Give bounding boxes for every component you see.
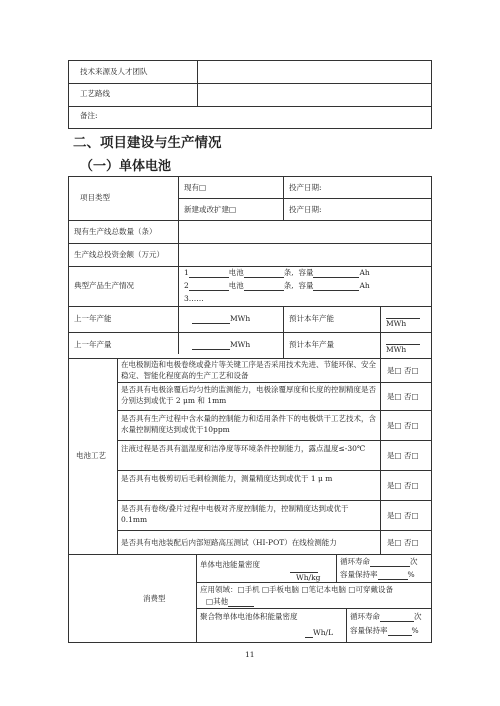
typical-products-label: 典型产品生产情况 xyxy=(74,281,134,290)
cycle-life-row-1[interactable]: 循环寿命 次 xyxy=(340,557,418,566)
commission-date-label-2: 投产日期: xyxy=(289,205,322,214)
forecast-capacity-label: 预计本年产能 xyxy=(289,314,334,323)
energy-density-label: 单体电池能量密度 xyxy=(200,560,260,569)
yes-no-checkbox-5[interactable]: 是□ 否□ xyxy=(387,481,419,490)
last-year-output-field[interactable]: MWh xyxy=(192,340,250,350)
remarks-label: 备注: xyxy=(80,111,98,120)
typical-line-3: 3…… xyxy=(184,294,204,303)
polymer-density-label: 聚合物单体电池体积能量密度 xyxy=(200,612,298,621)
last-year-output-label: 上一年产量 xyxy=(74,340,112,349)
yes-no-checkbox-3[interactable]: 是□ 否□ xyxy=(387,421,419,430)
yes-no-checkbox-6[interactable]: 是□ 否□ xyxy=(387,511,419,520)
existing-checkbox[interactable]: 现有□ xyxy=(184,183,207,192)
process-item-2: 是否具有电极涂覆后均匀性的监测能力，电极涂覆厚度和长度的控制精度是否分别达到或优于 2 μm 和 1mm xyxy=(121,385,376,405)
page-number: 11 xyxy=(245,650,255,659)
process-item-6: 是否具有卷绕/叠片过程中电极对齐度控制能力，控制精度达到或优于 0.1mm xyxy=(121,504,349,524)
capacity-retention-row-2[interactable]: 容量保持率 % xyxy=(350,626,419,635)
project-type-label: 项目类型 xyxy=(80,193,110,202)
process-item-7: 是否具有电池装配后内部短路高压测试（HI-POT）在线检测能力 xyxy=(121,538,337,547)
forecast-output-field[interactable]: MWh xyxy=(386,335,420,355)
section-title: 二、项目建设与生产情况 xyxy=(73,135,222,151)
tech-source-label: 技术来源及人才团队 xyxy=(80,67,148,76)
process-item-3: 是否具有生产过程中含水量的控制能力和适用条件下的电极烘干工艺技术，含水量控制精度达到或优于10ppm xyxy=(121,414,376,434)
application-field-options[interactable]: 应用领域：□手机 □手板电脑 □笔记本电脑 □可穿戴设备 xyxy=(200,585,393,594)
lines-count-label: 现有生产线总数量（条） xyxy=(74,227,157,236)
process-route-label: 工艺路线 xyxy=(80,89,110,98)
last-year-capacity-field[interactable]: MWh xyxy=(192,314,250,324)
yes-no-checkbox-4[interactable]: 是□ 否□ xyxy=(387,451,419,460)
cycle-life-row-2[interactable]: 循环寿命 次 xyxy=(350,612,422,621)
new-expand-checkbox[interactable]: 新建或改扩建□ xyxy=(184,205,237,214)
lines-investment-label: 生产线总投资金额（万元） xyxy=(74,250,164,259)
typical-line-1: 1 电池 条, 容量 Ah xyxy=(184,268,370,277)
process-item-5: 是否具有电极剪切后毛刺检测能力，测量精度达到或优于 1 μ m xyxy=(121,474,333,483)
commission-date-label-1: 投产日期: xyxy=(289,183,322,192)
energy-density-field[interactable]: Wh/kg xyxy=(290,563,320,583)
typical-line-2: 2 电池 条, 容量 Ah xyxy=(184,281,370,290)
process-item-4: 注液过程是否具有温湿度和洁净度等环境条件控制能力，露点温度≤-30℃ xyxy=(121,444,366,453)
yes-no-checkbox-7[interactable]: 是□ 否□ xyxy=(387,538,419,547)
battery-process-label: 电池工艺 xyxy=(76,451,106,460)
polymer-density-field[interactable]: Wh/L xyxy=(305,628,333,638)
subsection-title: （一）单体电池 xyxy=(80,159,172,174)
last-year-capacity-label: 上一年产能 xyxy=(74,314,112,323)
application-other-option[interactable]: □其他 xyxy=(206,597,254,607)
yes-no-checkbox-2[interactable]: 是□ 否□ xyxy=(387,392,419,401)
forecast-capacity-field[interactable]: MWh xyxy=(386,309,420,329)
process-item-1: 在电极制造和电极卷绕或叠片等关键工序是否采用技术先进、节能环保、安全稳定、智能化程度高的生产工艺和设备 xyxy=(121,360,376,380)
forecast-output-label: 预计本年产量 xyxy=(289,340,334,349)
capacity-retention-row-1[interactable]: 容量保持率 % xyxy=(340,570,415,579)
consumer-type-label: 消费型 xyxy=(143,594,166,603)
yes-no-checkbox-1[interactable]: 是□ 否□ xyxy=(387,366,419,375)
